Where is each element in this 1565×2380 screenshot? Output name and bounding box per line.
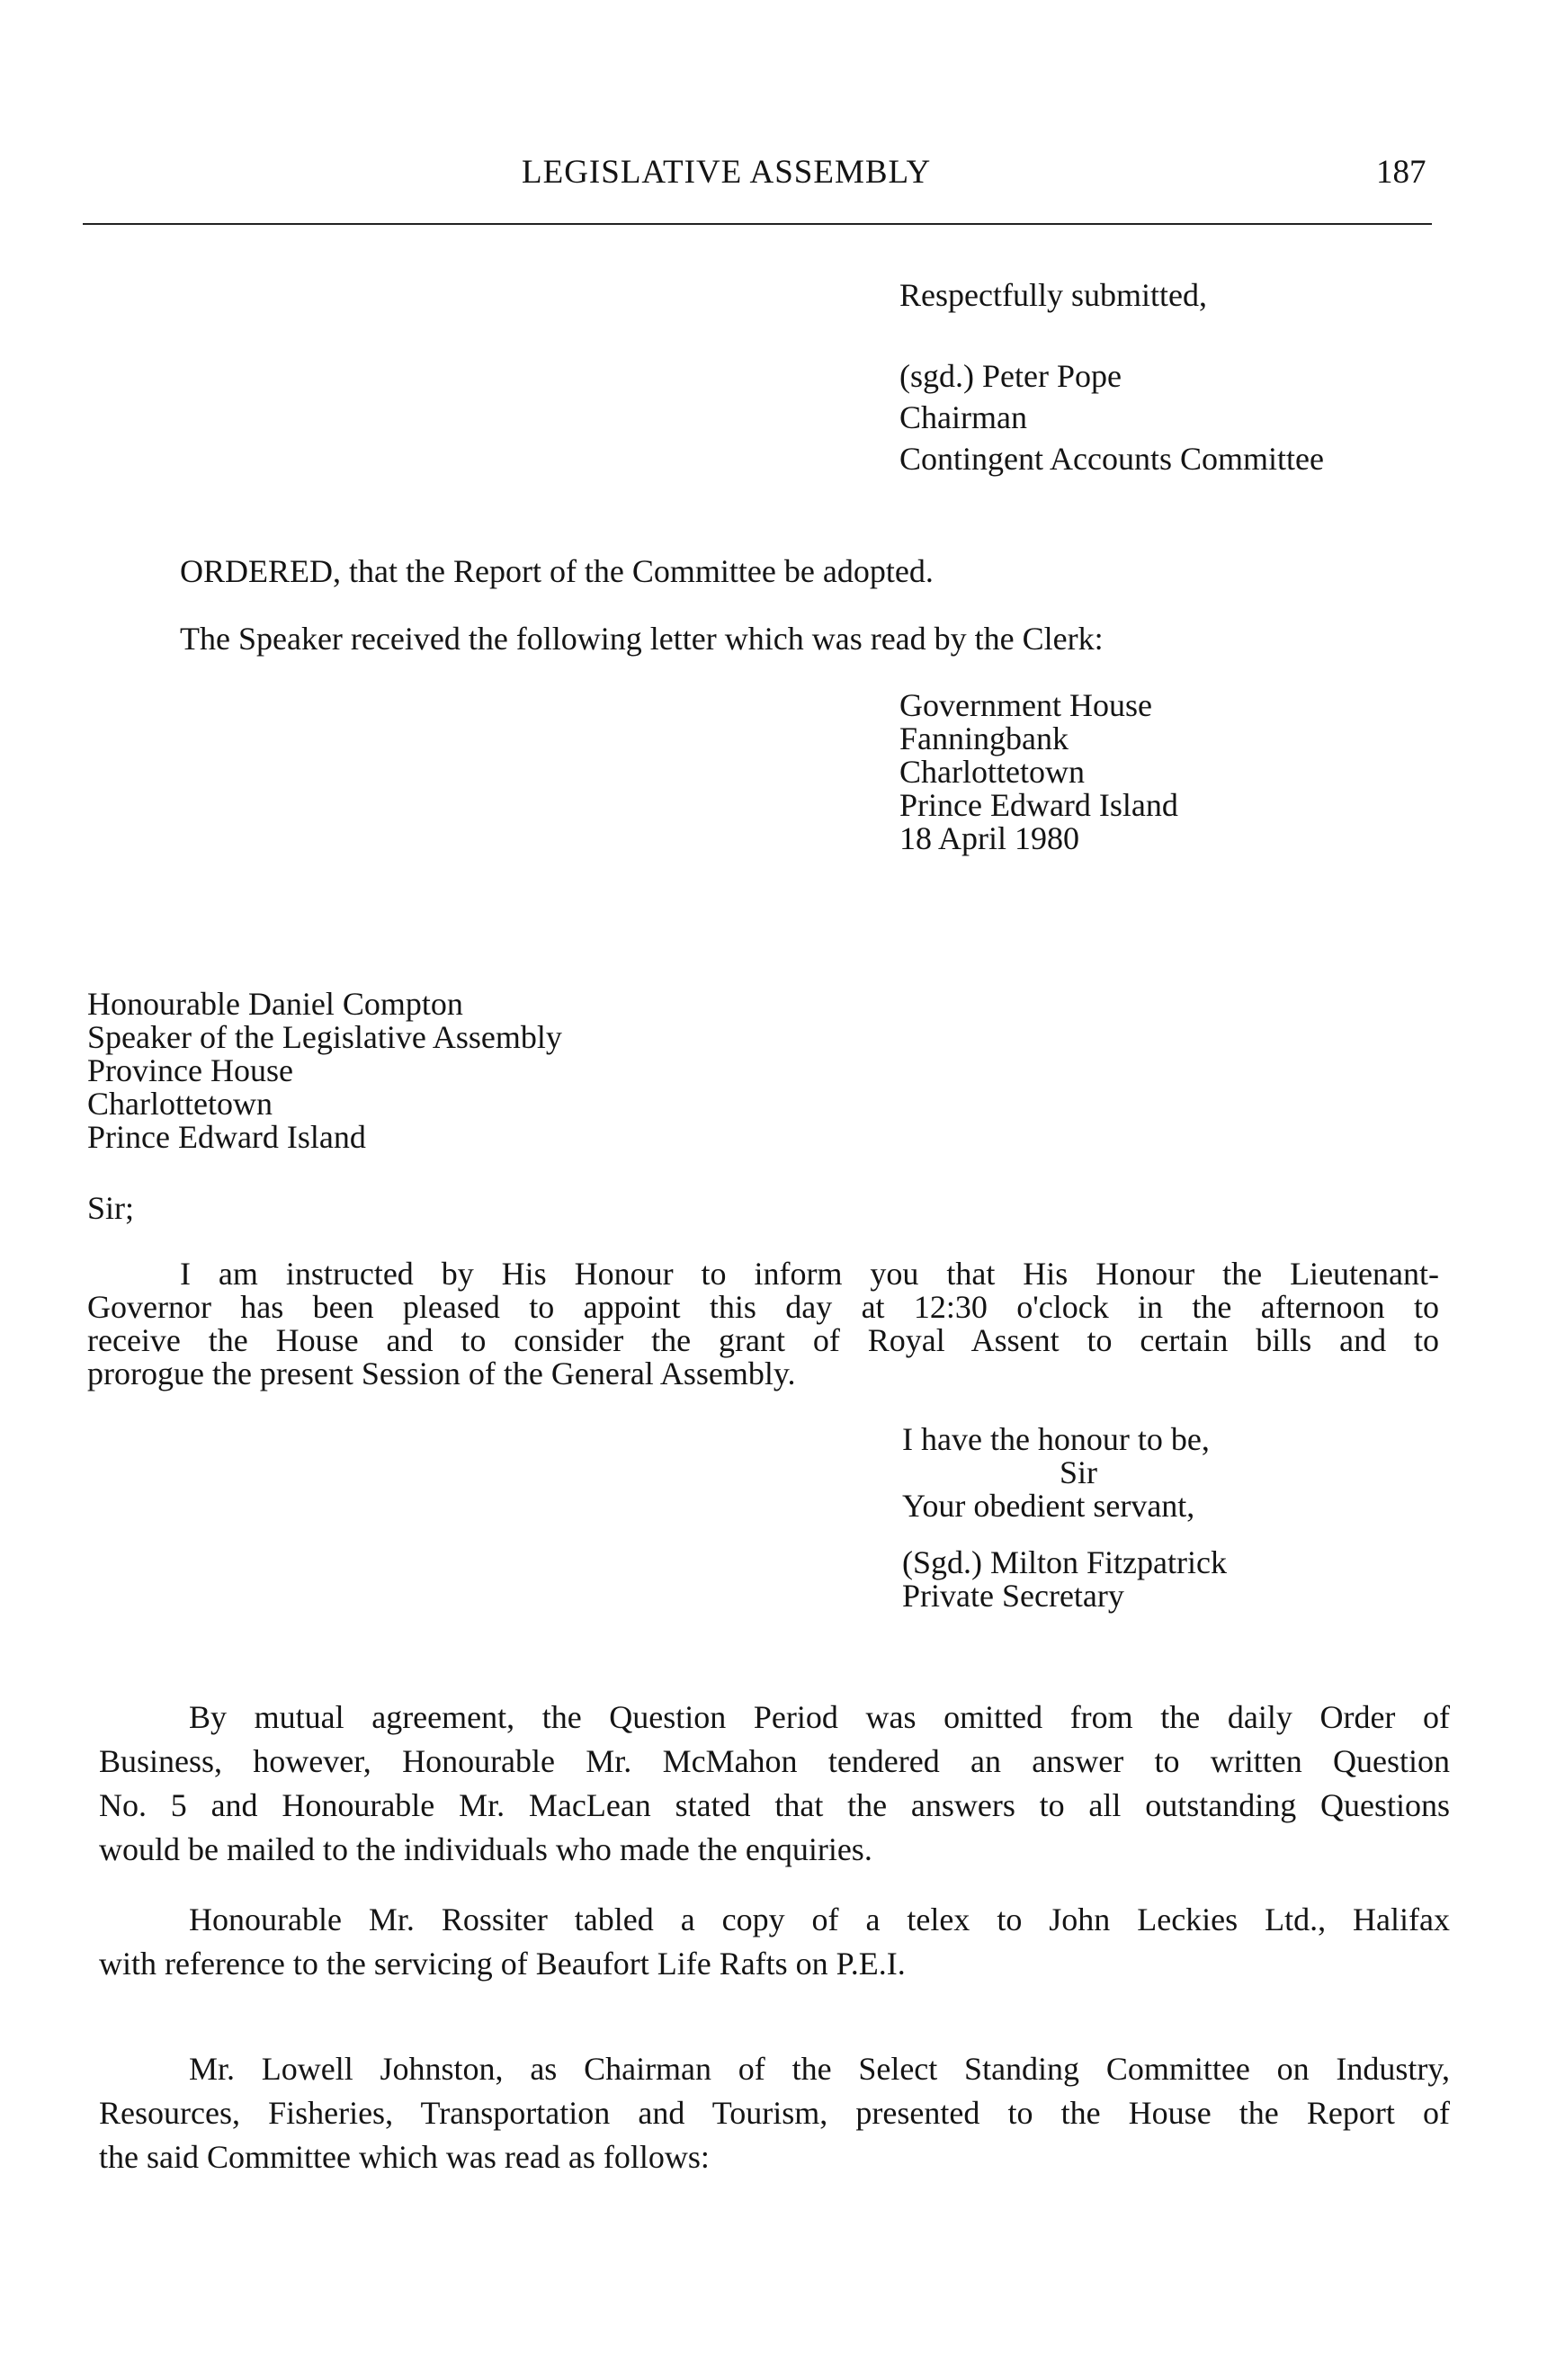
paragraph-line: No. 5 and Honourable Mr. MacLean stated that the answers to all outstanding Questions bbox=[99, 1787, 1450, 1823]
paragraph-line: Business, however, Honourable Mr. McMahon tendered an answer to written Question bbox=[99, 1743, 1450, 1779]
recipient-address bbox=[87, 988, 562, 1154]
paragraph-telex bbox=[99, 1898, 1450, 1986]
header-rule bbox=[83, 223, 1432, 225]
letter-body-line: prorogue the present Session of the General Assembly. bbox=[87, 1356, 796, 1391]
sender-address-line: Prince Edward Island bbox=[899, 787, 1178, 823]
committee-name: Contingent Accounts Committee bbox=[899, 441, 1324, 477]
recipient-address-line: Province House bbox=[87, 1052, 293, 1088]
signer-title: Chairman bbox=[899, 399, 1027, 435]
paragraph-committee-report bbox=[99, 2047, 1450, 2179]
running-header-title: LEGISLATIVE ASSEMBLY bbox=[522, 154, 932, 191]
sender-address-line: Fanningbank bbox=[899, 720, 1069, 756]
paragraph-question-period bbox=[99, 1696, 1450, 1872]
sender-address-line: Charlottetown bbox=[899, 754, 1085, 790]
recipient-address-line: Honourable Daniel Compton bbox=[87, 986, 463, 1022]
private-secretary-title: Private Secretary bbox=[902, 1578, 1124, 1614]
recipient-address-line: Charlottetown bbox=[87, 1086, 273, 1122]
sender-address-line: Government House bbox=[899, 687, 1152, 723]
salutation: Sir; bbox=[87, 1190, 135, 1226]
paragraph-line: the said Committee which was read as follows: bbox=[99, 2139, 710, 2175]
letter-body-line: I am instructed by His Honour to inform you that His Honour the Lieutenant- bbox=[180, 1256, 1439, 1292]
ordered-line: ORDERED, that the Report of the Committee be adopted. bbox=[180, 553, 934, 589]
closing-sir: Sir bbox=[1060, 1454, 1098, 1490]
private-secretary-signature: (Sgd.) Milton Fitzpatrick bbox=[902, 1544, 1227, 1580]
paragraph-line: By mutual agreement, the Question Period was omitted from the daily Order of bbox=[189, 1699, 1450, 1735]
recipient-address-line: Prince Edward Island bbox=[87, 1119, 366, 1155]
signed-line: (sgd.) Peter Pope bbox=[899, 358, 1122, 394]
closing-line: Respectfully submitted, bbox=[899, 277, 1207, 313]
paragraph-line: with reference to the servicing of Beaufort Life Rafts on P.E.I. bbox=[99, 1946, 906, 1982]
closing-line: Your obedient servant, bbox=[902, 1488, 1195, 1524]
page-number: 187 bbox=[1376, 154, 1426, 191]
speaker-line: The Speaker received the following letter which was read by the Clerk: bbox=[180, 621, 1104, 657]
paragraph-line: Honourable Mr. Rossiter tabled a copy of a telex to John Leckies Ltd., Halifax bbox=[189, 1901, 1450, 1937]
letter-body-line: receive the House and to consider the grant of Royal Assent to certain bills and to bbox=[87, 1322, 1439, 1358]
letter-body-line: Governor has been pleased to appoint this day at 12:30 o'clock in the afternoon to bbox=[87, 1289, 1439, 1325]
paragraph-line: Resources, Fisheries, Transportation and Tourism, presented to the House the Report of bbox=[99, 2095, 1450, 2131]
letter-closing bbox=[902, 1423, 1227, 1613]
letter-body bbox=[87, 1257, 1439, 1391]
closing-line: I have the honour to be, bbox=[902, 1421, 1210, 1457]
paragraph-line: Mr. Lowell Johnston, as Chairman of the Select Standing Committee on Industry, bbox=[189, 2051, 1450, 2087]
sender-address bbox=[899, 689, 1178, 855]
letter-date: 18 April 1980 bbox=[899, 820, 1080, 856]
committee-signature-block bbox=[899, 274, 1324, 479]
recipient-address-line: Speaker of the Legislative Assembly bbox=[87, 1019, 562, 1055]
paragraph-line: would be mailed to the individuals who made the enquiries. bbox=[99, 1831, 872, 1867]
